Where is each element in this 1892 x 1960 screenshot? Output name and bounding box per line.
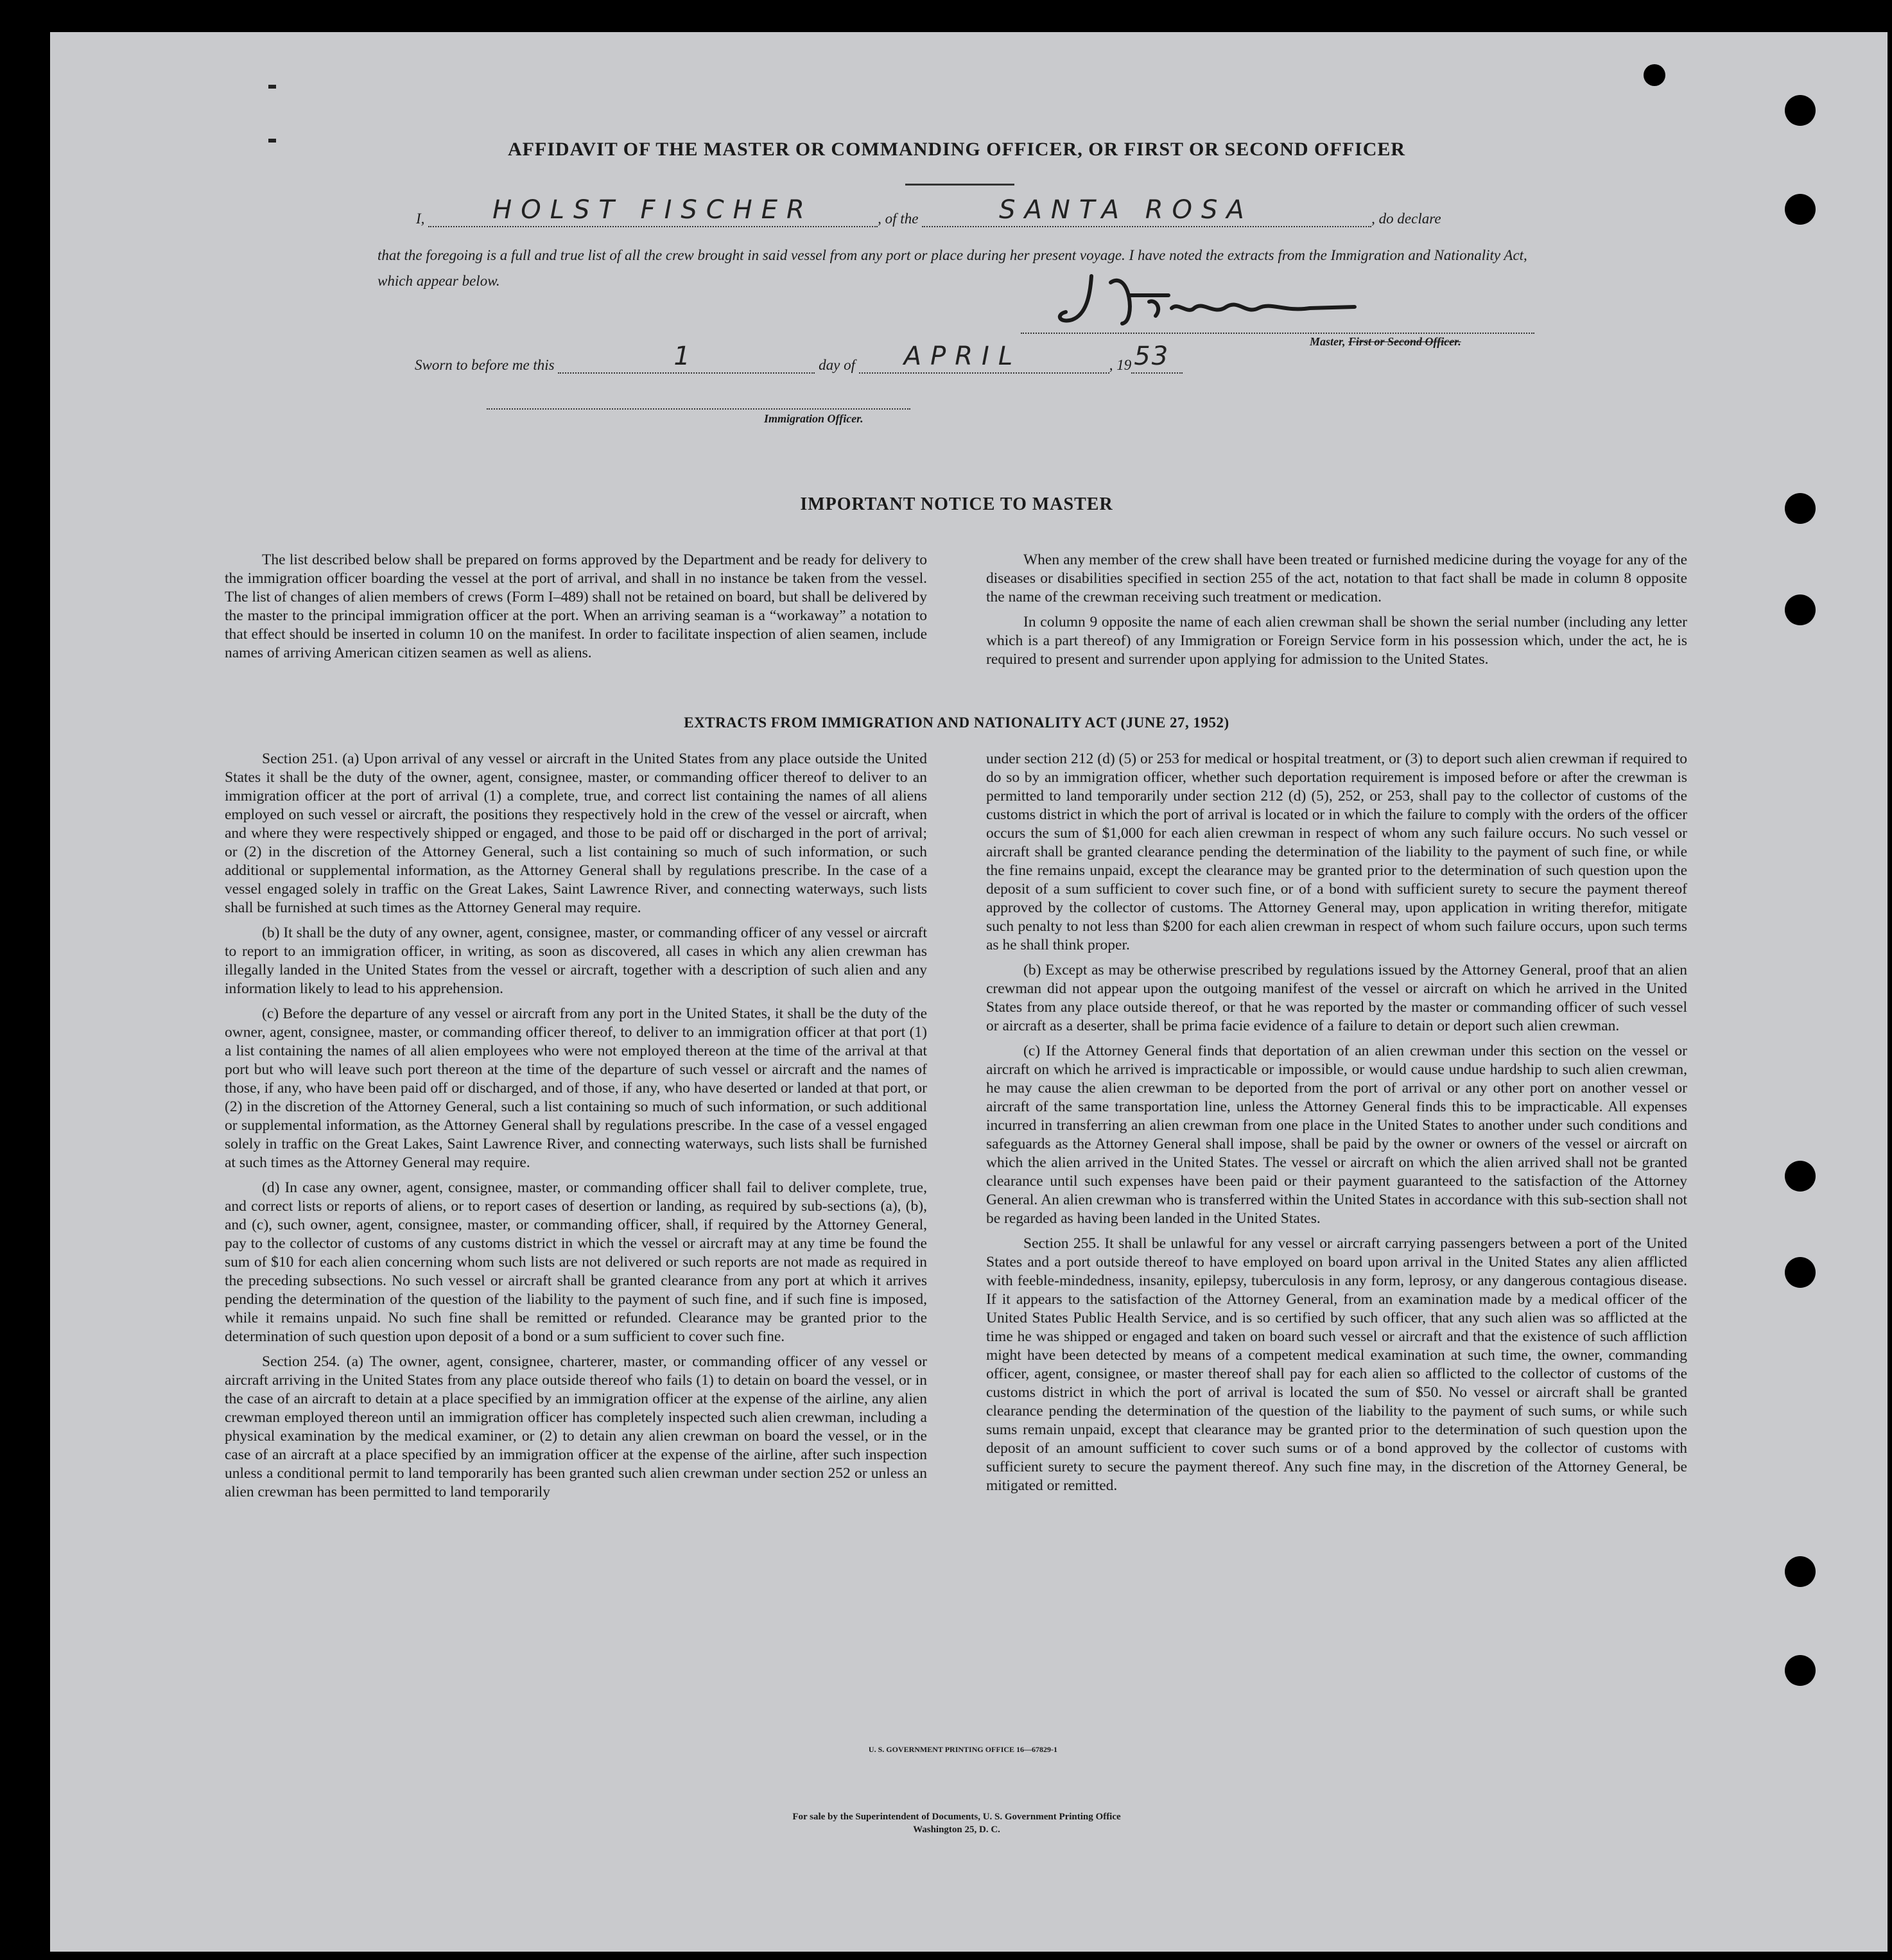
struck-officer-caption: First or Second Officer. [1348,335,1461,348]
year-handwritten: 53 [1134,342,1170,371]
scan-mark [268,85,276,89]
master-caption [1310,335,1461,349]
signature [1053,270,1374,334]
master-name-field[interactable] [428,195,878,227]
extract-paragraph: (c) Before the departure of any vessel or aircraft from any port in the United States, it shall be the duty of the owner, agent, consignee, master, or commanding officer thereof, to deliver to an immigration officer at that port (1) a list containing the names of all alien employees who were not employed thereon at the time of the arrival at that port but who will leave such port thereon at the time of the departure of such vessel or aircraft and the names of those, if any, who have been paid off or discharged, and of those, if any, who have deserted or landed at that port, or (2) in the discretion of the Attorney General, such a list containing so much of such information, or such additional or supplemental information, as the Attorney General shall by regulations prescribe. In the case of a vessel engaged solely in traffic on the Great Lakes, Saint Lawrence River, and connecting waterways, such lists shall be furnished at such times as the Attorney General may require. [225,1005,927,1171]
month-field[interactable] [859,342,1109,374]
sworn-line [415,342,1570,379]
punch-hole [1785,194,1816,225]
printing-office-line: U. S. GOVERNMENT PRINTING OFFICE 16—67829-1 [868,1745,1058,1754]
month-handwritten: APRIL [903,342,1022,371]
extracts-title: EXTRACTS FROM IMMIGRATION AND NATIONALITY ACT (JUNE 27, 1952) [684,715,1229,731]
vessel-name-field[interactable] [922,195,1371,227]
punch-hole [1785,1655,1816,1686]
punch-hole [1785,1257,1816,1288]
extract-paragraph: (b) Except as may be otherwise prescribed by regulations issued by the Attorney General, proof that an alien crewman did not appear upon the outgoing manifest of the vessel or aircraft on which he arrived in the United States from any place outside thereof, or that he was reported by the master or commanding officer of such vessel or aircraft as a deserter, shall be prima facie evidence of a failure to detain or deport such alien crewman. [986,962,1687,1034]
day-handwritten: 1 [673,342,699,371]
foregoing-statement: that the foregoing is a full and true list of all the crew brought in said vessel from any port or place during her present voyage. I have noted the extracts from the Immigration and Nationality Act, which appear below. [378,247,1527,289]
master-name-handwritten: HOLST FISCHER [492,195,813,225]
sworn-label: Sworn to before me this [415,357,555,373]
extract-paragraph: Section 251. (a) Upon arrival of any vessel or aircraft in the United States from any place outside the United States it shall be the duty of the owner, agent, consignee, master, or commanding officer thereof to deliver to an immigration officer at the port of arrival (1) a complete, true, and correct list containing the names of all aliens employed on such vessel or aircraft, the positions they respectively hold in the crew of the vessel or aircraft, when and where they were respectively shipped or engaged, and those to be paid off or discharged in the port of arrival; or (2) in the discretion of the Attorney General, such a list containing so much of such information, or such additional or supplemental information, as the Attorney General shall by regulations prescribe. In the case of a vessel engaged solely in traffic on the Great Lakes, Saint Lawrence River, and connecting waterways, such lists shall be furnished at such times as the Attorney General may require. [225,750,927,916]
year-field[interactable] [1131,342,1183,374]
extracts-right-column [986,750,1687,1502]
sale-line-2: Washington 25, D. C. [913,1825,1000,1835]
immigration-officer-line [487,408,910,410]
of-the-label: , of the [878,211,919,227]
extract-paragraph: (b) It shall be the duty of any owner, agent, consignee, master, or commanding officer of any vessel or aircraft to report to an immigration officer, in writing, as soon as discovered, all cases in which any alien crewman has illegally landed in the United States from the vessel or aircraft, together with a description of such alien and any information likely to lead to his apprehension. [225,924,927,997]
punch-hole [1644,64,1665,86]
day-field[interactable] [558,342,815,374]
punch-hole [1785,95,1816,126]
punch-hole [1785,1556,1816,1587]
extract-paragraph: Section 255. It shall be unlawful for any vessel or aircraft carrying passengers between a port of the United States and a port outside thereof to have employed on board upon arrival in the United States any alien afflicted with feeble-mindedness, insanity, epilepsy, tuberculosis in any form, leprosy, or any dangerous contagious disease. If it appears to the satisfaction of the Attorney General, from an examination made by a medical officer of the United States Public Health Service, and is so certified by such officer, that any such alien was so afflicted at the time he was shipped or engaged and taken on board such vessel or aircraft and that the existence of such affliction might have been detected by means of a competent medical examination at such time, the owner, commanding officer, agent, consignee, or master thereof shall pay for each alien so afflicted to the collector of customs of the customs district in which the port of arrival is located the sum of $50. No vessel or aircraft shall be granted clearance pending the determination of the question of the liability to the payment of such sums, or while such sums remain unpaid, except that clearance may be granted prior to the determination of such question upon the deposit of an amount sufficient to cover such sums or of a bond approved by the collector of customs with sufficient surety to secure the payment thereof. Any such fine may, in the discretion of the Attorney General, be mitigated or remitted. [986,1235,1687,1494]
signature-scribble [1053,270,1374,334]
extract-paragraph: (d) In case any owner, agent, consignee, master, or commanding officer shall fail to deliver complete, true, and correct lists or reports of aliens, or to report cases of desertion or landing, as required by sub-sections (a), (b), and (c), such owner, agent, consignee, master, or commanding officer, shall, if required by the Attorney General, pay to the collector of customs of any customs district in which the vessel or aircraft may at any time be found the sum of $10 for each alien concerning whom such lists are not delivered or such reports are not made as required in the preceding subsections. No such vessel or aircraft shall be granted clearance from any port at which it arrives pending the determination of the question of the liability to the payment of such fine, and if such fine is imposed, while it remains unpaid. No such fine shall be remitted or refunded. Clearance may be granted prior to the determination of such question upon deposit of a bond or a sum sufficient to cover such fine. [225,1179,927,1345]
extracts-left-column [225,750,927,1508]
notice-left-paragraph: The list described below shall be prepared on forms approved by the Department and be ready for delivery to the immigration officer boarding the vessel at the port of arrival, and shall in no instance be taken from the vessel. The list of changes of alien members of crews (Form I–489) shall not be retained on board, but shall be delivered by the master to the principal immigration officer at the port. When an arriving seaman is a “workaway” a notation to that effect should be inserted in column 10 on the manifest. In order to facilitate inspection of alien seamen, include names of arriving American citizen seamen as well as aliens. [225,551,927,661]
extract-paragraph: (c) If the Attorney General finds that deportation of an alien crewman under this section on the vessel or aircraft on which he arrived is impracticable or impossible, or would cause undue hardship to such alien crewman, he may cause the alien crewman to be deported from the port of arrival or any other port on another vessel or aircraft of the same transportation line, unless the Attorney General finds this to be impracticable. All expenses incurred in transferring an alien crewman from one place in the United States to another under such conditions and safeguards as the Attorney General shall impose, shall be paid by the owner or owners of the vessel or aircraft on which the alien arrived in the United States. The vessel or aircraft on which the alien arrived shall not be granted clearance until such expenses have been paid or their payment guaranteed to the satisfaction of the Attorney General. An alien crewman who is transferred within the United States in accordance with this sub-section shall not be regarded as having been landed in the United States. [986,1043,1687,1227]
extract-paragraph: under section 212 (d) (5) or 253 for medical or hospital treatment, or (3) to deport such alien crewman if required to do so by an immigration officer, whether such deportation requirement is imposed before or after the crewman is permitted to land temporarily under section 212 (d) (5), 252, or 253, shall pay to the collector of customs of the customs district in which the port of arrival is located or in which the failure to comply with the orders of the officer occurs the sum of $1,000 for each alien crewman in respect of whom any such failure occurs. No such vessel or aircraft shall be granted clearance pending the determination of the liability to the payment of such fine, or while the fine remains unpaid, except the clearance may be granted prior to the determination of such question upon the deposit of a sum sufficient to cover such fine, or of a bond with sufficient surety to secure the payment thereof approved by the collector of customs. The Attorney General may, upon application in writing therefor, mitigate such penalty to not less than $200 for each alien crewman in respect of whom such failure occurs, upon such terms as he shall think proper. [986,750,1688,953]
scan-mark [268,139,276,143]
notice-title: IMPORTANT NOTICE TO MASTER [800,494,1113,514]
punch-hole [1785,1161,1816,1192]
title-rule [905,184,1014,186]
day-of-label: day of [819,357,855,373]
punch-hole [1785,594,1816,625]
notice-right-column [986,551,1687,675]
year-prefix: , 19 [1109,357,1132,373]
master-caption-label: Master, [1310,335,1346,348]
declaration-line [416,195,1546,232]
immigration-officer-caption: Immigration Officer. [764,412,864,425]
notice-right-paragraph: When any member of the crew shall have been treated or furnished medicine during the voyage for any of the diseases or disabilities specified in section 255 of the act, notation to that fact shall be made in column 8 opposite the name of the crewman receiving such treatment or medication. [986,551,1687,605]
notice-right-paragraph: In column 9 opposite the name of each alien crewman shall be shown the serial number (including any letter which is a part thereof) of any Immigration or Foreign Service form in his possession which, under the act, he is required to present and surrender upon applying for admission to the United States. [986,614,1687,668]
sale-line-1: For sale by the Superintendent of Documents, U. S. Government Printing Office [792,1812,1121,1822]
declare-label: , do declare [1371,211,1441,227]
vessel-name-handwritten: SANTA ROSA [999,195,1253,225]
i-label: I, [416,211,425,227]
signature-line [1021,333,1534,334]
extract-paragraph: Section 254. (a) The owner, agent, consignee, charterer, master, or commanding officer of any vessel or aircraft arriving in the United States from any place outside thereof who fails (1) to detain on board the vessel, or in the case of an aircraft to detain at a place specified by an immigration officer at the expense of the airline, any alien crewman employed thereon until an immigration officer has completely inspected such alien crewman, including a physical examination by the medical examiner, or (2) to detain any alien crewman on board the vessel, or in the case of an aircraft at a place specified by an immigration officer at the expense of the airline, after such inspection unless a conditional permit to land temporarily has been granted such alien crewman under section 252 or unless an alien crewman has been permitted to land temporarily [225,1353,927,1500]
notice-left-column [225,551,927,669]
punch-hole [1785,493,1816,524]
affidavit-title: AFFIDAVIT OF THE MASTER OR COMMANDING OFFICER, OR FIRST OR SECOND OFFICER [507,139,1406,160]
